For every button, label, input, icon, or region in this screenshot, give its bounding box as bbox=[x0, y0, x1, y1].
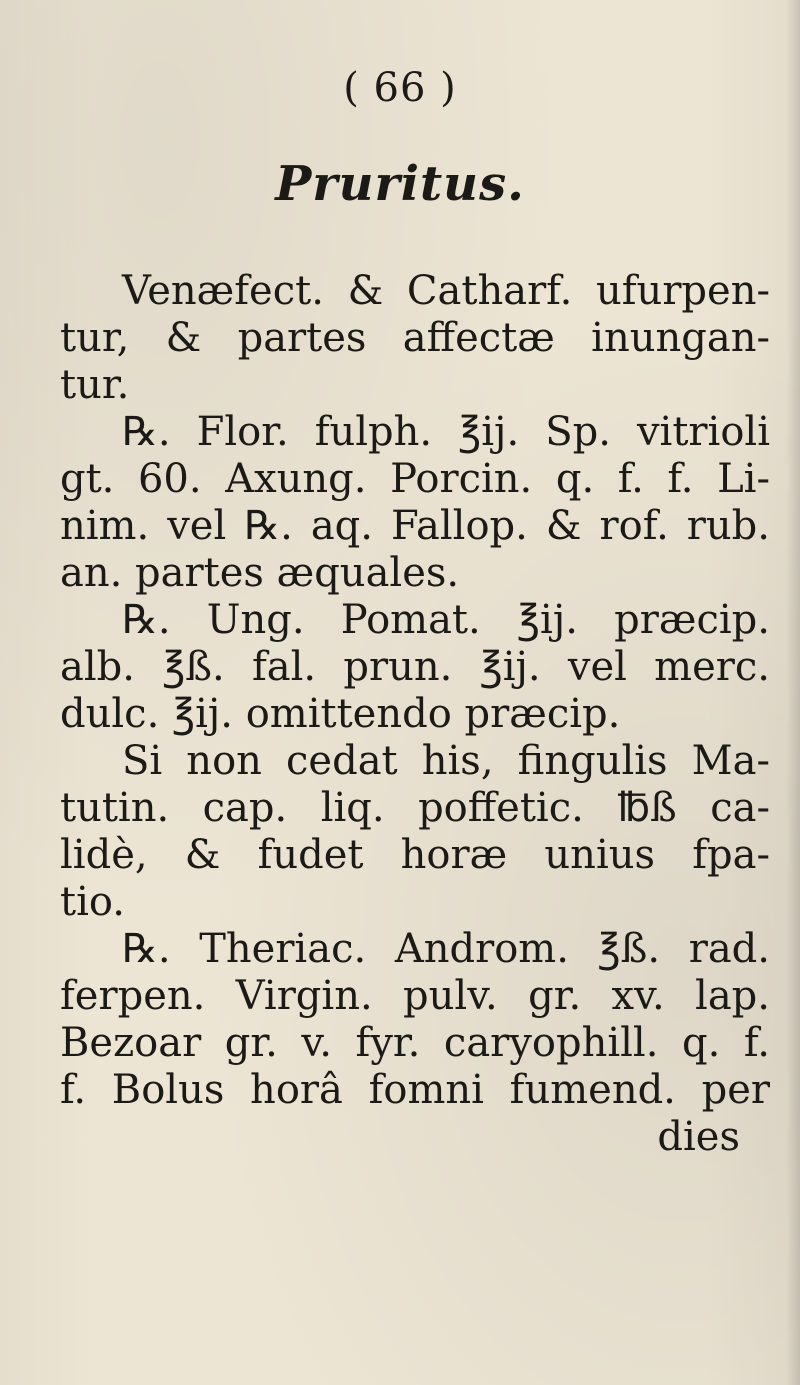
text-line: alb. ℥ß. fal. prun. ℥ij. vel merc. bbox=[60, 644, 770, 690]
text-line: lidè, & fudet horæ unius fpa- bbox=[60, 832, 770, 878]
page-gutter-shadow bbox=[786, 0, 800, 1385]
text-line: tur, & partes affectæ inungan- bbox=[60, 315, 770, 361]
page-heading: Pruritus. bbox=[275, 156, 525, 212]
text-line: f. Bolus horâ fomni fumend. per bbox=[60, 1067, 770, 1113]
body-text bbox=[60, 268, 770, 1161]
catchword: dies bbox=[657, 1114, 740, 1160]
text-line: ferpen. Virgin. pulv. gr. xv. lap. bbox=[60, 973, 770, 1019]
text-line: ℞. Theriac. Androm. ℥ß. rad. bbox=[122, 926, 770, 972]
text-line: Bezoar gr. v. fyr. caryophill. q. f. bbox=[60, 1020, 770, 1066]
text-line: tutin. cap. liq. poffetic. ℔ß ca- bbox=[60, 785, 770, 831]
text-line: dulc. ℥ij. omittendo præcip. bbox=[60, 691, 621, 737]
page-number: ( 66 ) bbox=[343, 65, 457, 111]
text-line: nim. vel ℞. aq. Fallop. & rof. rub. bbox=[60, 503, 770, 549]
text-line: tur. bbox=[60, 362, 130, 408]
text-line: an. partes æquales. bbox=[60, 550, 460, 596]
text-line: Si non cedat his, fingulis Ma- bbox=[122, 738, 770, 784]
text-line: tio. bbox=[60, 879, 125, 925]
text-line: ℞. Flor. fulph. ℥ij. Sp. vitrioli bbox=[122, 409, 770, 455]
text-line: gt. 60. Axung. Porcin. q. f. f. Li- bbox=[60, 456, 770, 502]
text-line: ℞. Ung. Pomat. ℥ij. præcip. bbox=[122, 597, 770, 643]
text-line: Venæfect. & Catharf. ufurpen- bbox=[122, 268, 770, 314]
